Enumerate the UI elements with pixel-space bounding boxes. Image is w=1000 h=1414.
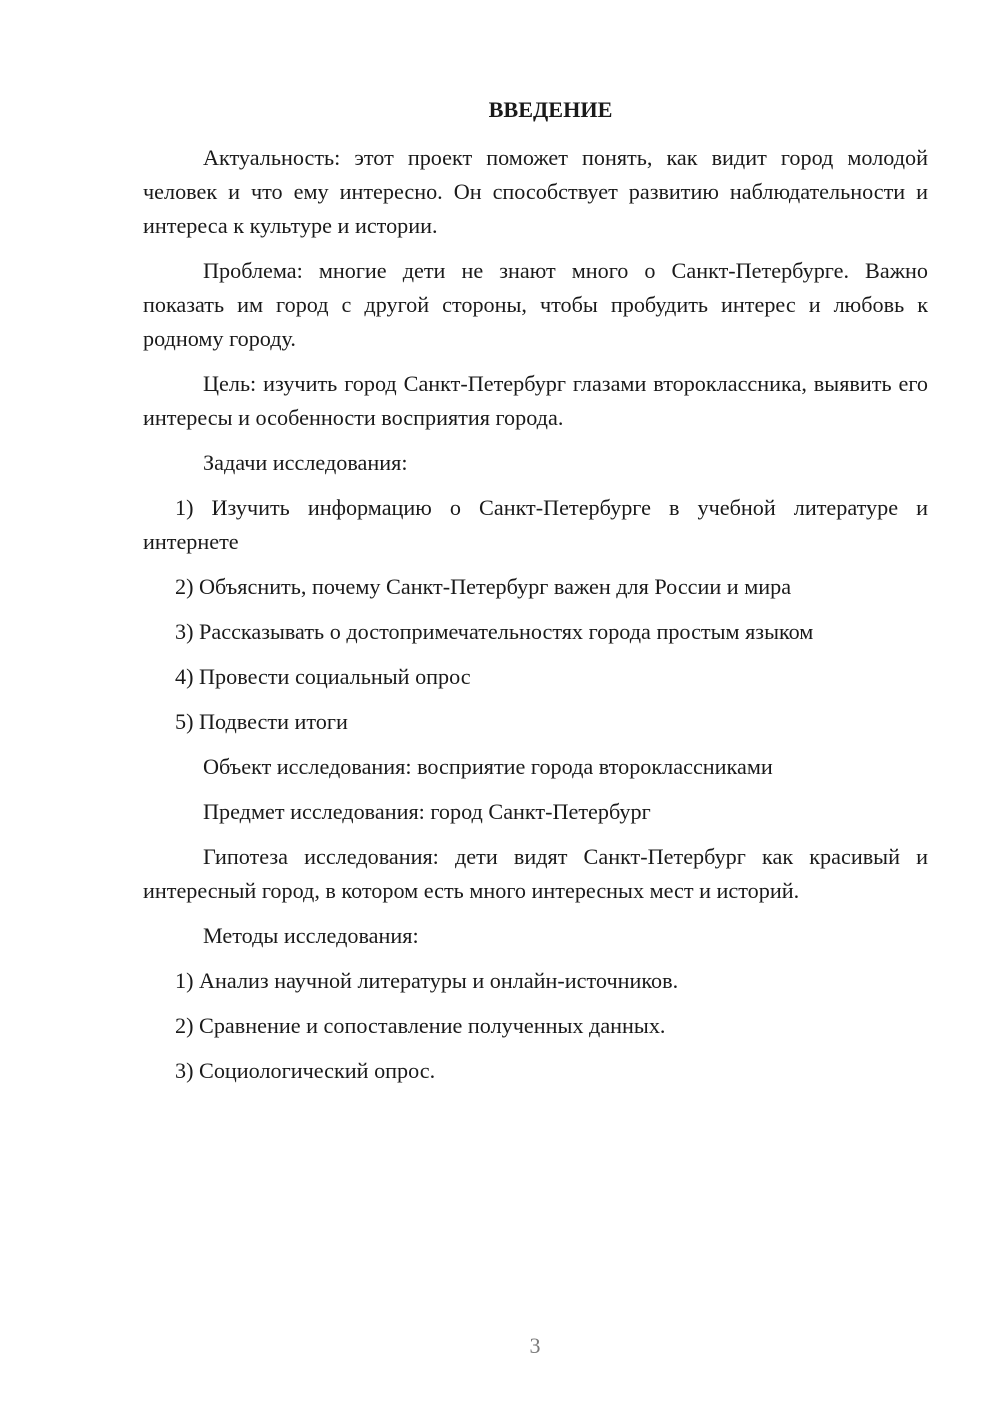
paragraph-object: Объект исследования: восприятие города второклассниками [203, 754, 773, 779]
paragraph-goal: Цель: изучить город Санкт-Петербург глазами второклассника, выявить его интересы и особенности восприятия города. [143, 371, 928, 430]
paragraph-tasks-heading: Задачи исследования: [203, 450, 408, 475]
page-content [143, 93, 928, 1088]
method-item-3: 3) Социологический опрос. [175, 1058, 436, 1083]
paragraph-relevance: Актуальность: этот проект поможет понять, как видит город молодой человек и что ему интересно. Он способствует развитию наблюдательности и интереса к культуре и истории. [143, 145, 928, 238]
paragraph-methods-heading: Методы исследования: [203, 923, 419, 948]
paragraph-problem: Проблема: многие дети не знают много о Санкт-Петербурге. Важно показать им город с другой стороны, чтобы пробудить интерес и любовь к родному городу. [143, 258, 928, 351]
page-number: 3 [529, 1333, 541, 1358]
task-item-1: 1) Изучить информацию о Санкт-Петербурге в учебной литературе и интернете [143, 495, 928, 554]
method-item-2: 2) Сравнение и сопоставление полученных данных. [175, 1013, 666, 1038]
task-item-5: 5) Подвести итоги [175, 709, 348, 734]
task-item-2: 2) Объяснить, почему Санкт-Петербург важен для России и мира [175, 574, 792, 599]
task-item-4: 4) Провести социальный опрос [175, 664, 471, 689]
task-item-3: 3) Рассказывать о достопримечательностях города простым языком [175, 619, 814, 644]
section-title: ВВЕДЕНИЕ [488, 97, 613, 122]
paragraph-subject: Предмет исследования: город Санкт-Петербург [203, 799, 651, 824]
paragraph-hypothesis: Гипотеза исследования: дети видят Санкт-Петербург как красивый и интересный город, в котором есть много интересных мест и историй. [143, 844, 928, 903]
method-item-1: 1) Анализ научной литературы и онлайн-источников. [175, 968, 679, 993]
